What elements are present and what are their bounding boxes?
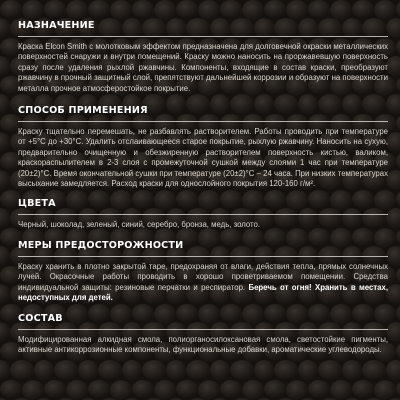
- section-text: Краску тщательно перемешать, не разбавлять растворителем. Работы проводить при температуре от +5°С до +30°С. Удалить отслаивающееся старое покрытие, рыхлую ржавчину. Наносить на сухую, предварительно очищенную и обезжиренную растворителем поверхность кистью, валиком, краскораспылителем в 2-3 слоя с промежуточной сушкой между слоями 1 час при температуре (20±2)°С. Время окончательной сушки при температуре (20±2)°С – 24 часа. При низких температурах высыхание замедляется. Расход краски для однослойного покрытия 120-160 г/м².: [18, 127, 388, 189]
- section-text: Черный, шоколад, зеленый, синий, серебро, бронза, медь, золото.: [18, 220, 261, 230]
- section-heading: ЦВЕТА: [18, 198, 56, 210]
- instructions-panel: [18, 20, 388, 355]
- section-application: [18, 105, 388, 189]
- heading-divider: [18, 121, 388, 122]
- section-text: Модифицированная алкидная смола, полиорганосилоксановая смола, светостойкие пигменты, активные антикоррозионные компоненты, функциональные добавки, ароматические углеводороды.: [18, 334, 388, 354]
- section-heading: НАЗНАЧЕНИЕ: [18, 20, 95, 31]
- section-heading: МЕРЫ ПРЕДОСТОРОЖНОСТИ: [18, 239, 184, 251]
- heading-divider: [18, 36, 388, 37]
- precautions-text: Краску хранить в плотно закрытой таре, предохраняя от влаги, действия тепла, прямых солнечных лучей. Окрасочные работы проводить в хорошо проветриваемом помещении. Средства индивидуальной защиты: резиновые перчатки и респиратор.: [18, 261, 388, 292]
- fire-warning: Беречь от огня! Хранить в местах, недоступных для детей.: [18, 282, 388, 303]
- heading-divider: [18, 256, 388, 257]
- section-heading: СОСТАВ: [18, 312, 63, 324]
- section-composition: [18, 313, 388, 356]
- section-text: Краска Elcon Smith с молотковым эффектом предназначена для долговечной окраски металлических поверхностей снаружи и внутри помещений. Краску можно наносить на проржавевшую поверхность сразу после удаления рыхлой ржавчины. Компоненты, входящие в состав краски, преобразуют ржавчину в прочный защитный слой, препятствуют дальнейшей коррозии и образуют на поверхности металла прочное атмосферостойкое покрытие.: [18, 42, 388, 93]
- section-precautions: [18, 240, 388, 304]
- section-text: [18, 262, 388, 304]
- section-purpose: [18, 20, 388, 94]
- section-heading: СПОСОБ ПРИМЕНЕНИЯ: [18, 105, 148, 117]
- heading-divider: [18, 214, 388, 215]
- section-colors: [18, 198, 388, 230]
- heading-divider: [18, 329, 388, 330]
